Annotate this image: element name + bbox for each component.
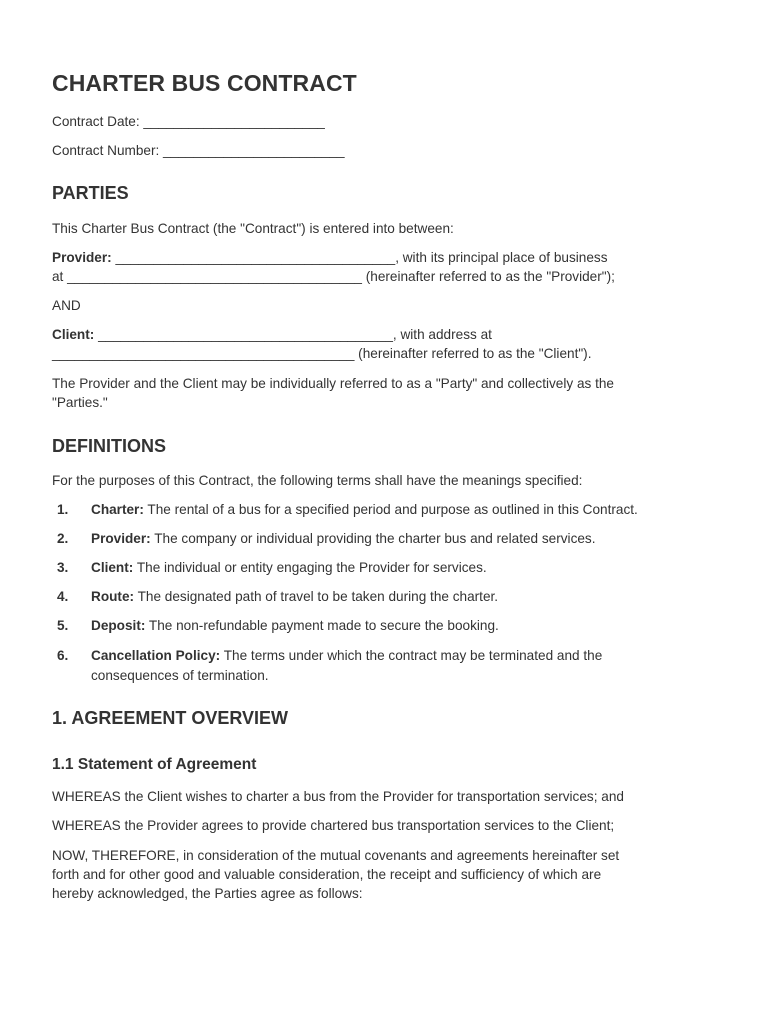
definitions-intro: For the purposes of this Contract, the following terms shall have the meanings specified:: [52, 473, 583, 488]
definition-text: The rental of a bus for a specified period and purpose as outlined in this Contract.: [143, 502, 638, 517]
contract-number-line: Contract Number: ________________________: [52, 143, 345, 158]
client-blank: _______________________________________, with address at: [94, 327, 492, 342]
document-title: CHARTER BUS CONTRACT: [52, 70, 357, 96]
definition-number: 2.: [57, 531, 69, 546]
and-separator: AND: [52, 298, 81, 313]
definition-term: Deposit:: [91, 618, 146, 633]
definition-term: Provider:: [91, 531, 151, 546]
definition-number: 1.: [57, 502, 69, 517]
definition-text: The individual or entity engaging the Provider for services.: [133, 560, 487, 575]
parties-intro: This Charter Bus Contract (the "Contract") is entered into between:: [52, 221, 454, 236]
collective-line-2: "Parties.": [52, 395, 108, 410]
agreement-heading: 1. AGREEMENT OVERVIEW: [52, 708, 289, 728]
definition-number: 3.: [57, 560, 69, 575]
client-line-1: [52, 325, 492, 345]
definition-text-continued: consequences of termination.: [91, 667, 269, 683]
whereas-provider: WHEREAS the Provider agrees to provide chartered bus transportation services to the Client;: [52, 818, 615, 833]
provider-line-2: at _______________________________________ (hereinafter referred to as the "Provider");: [52, 269, 615, 284]
definition-number: 5.: [57, 618, 69, 633]
provider-label: Provider:: [52, 250, 112, 265]
parties-heading: PARTIES: [52, 183, 129, 203]
definition-term: Charter:: [91, 502, 144, 517]
whereas-client: WHEREAS the Client wishes to charter a bus from the Provider for transportation services; and: [52, 789, 624, 804]
definition-term: Cancellation Policy:: [91, 648, 221, 663]
definition-number: 6.: [57, 648, 69, 663]
definition-text: The non-refundable payment made to secure the booking.: [145, 618, 499, 633]
definition-term: Client:: [91, 560, 134, 575]
definitions-heading: DEFINITIONS: [52, 436, 167, 456]
definition-text: The terms under which the contract may be terminated and the: [220, 648, 603, 663]
contract-date-line: Contract Date: ________________________: [52, 114, 325, 129]
definition-number: 4.: [57, 589, 69, 604]
client-line-2: ________________________________________ (hereinafter referred to as the "Client").: [52, 346, 592, 361]
client-label: Client:: [52, 327, 95, 342]
provider-blank: _____________________________________, with its principal place of business: [111, 250, 608, 265]
collective-line-1: The Provider and the Client may be individually referred to as a "Party" and collectively as the: [52, 376, 614, 391]
definition-text: The designated path of travel to be taken during the charter.: [134, 589, 499, 604]
provider-line-1: [52, 248, 608, 268]
now-therefore-line-3: hereby acknowledged, the Parties agree as follows:: [52, 886, 363, 901]
now-therefore-line-2: forth and for other good and valuable consideration, the receipt and sufficiency of which are: [52, 867, 602, 882]
agreement-subheading: 1.1 Statement of Agreement: [52, 756, 257, 773]
definition-term: Route:: [91, 589, 135, 604]
now-therefore-line-1: NOW, THEREFORE, in consideration of the mutual covenants and agreements hereinafter set: [52, 848, 620, 863]
definition-text: The company or individual providing the charter bus and related services.: [150, 531, 596, 546]
